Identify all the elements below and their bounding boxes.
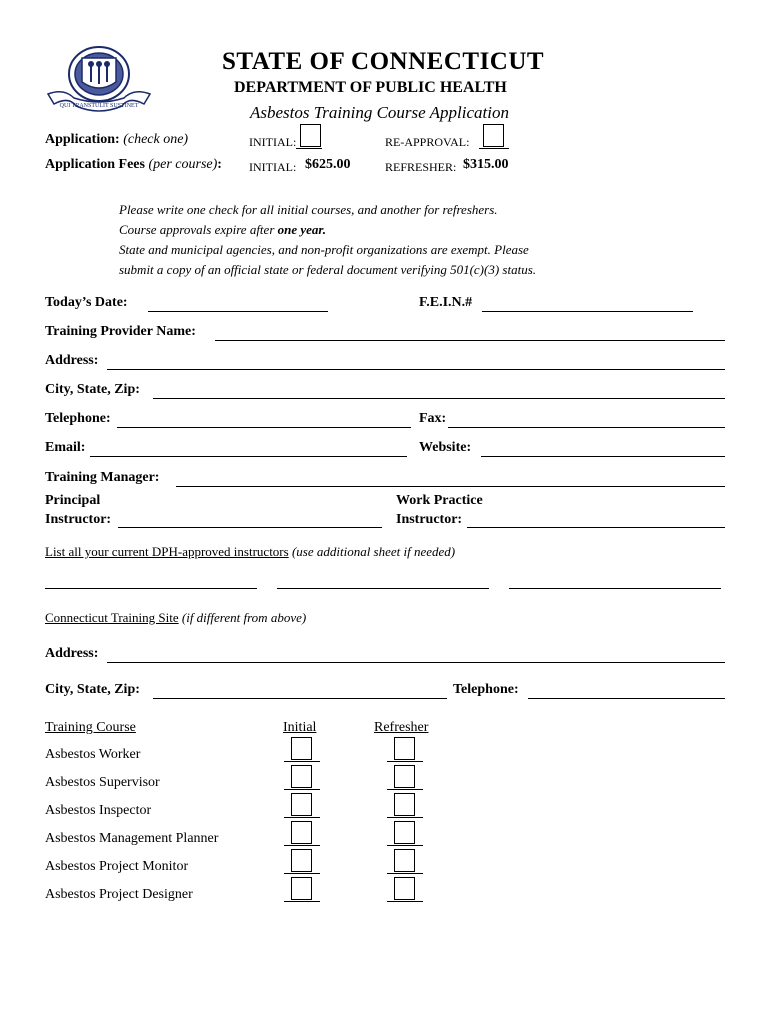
training-manager-field[interactable] bbox=[176, 486, 725, 487]
course-initial-checkbox[interactable] bbox=[291, 821, 312, 844]
course-refresher-line bbox=[387, 817, 423, 818]
course-name: Asbestos Project Designer bbox=[45, 887, 193, 902]
course-initial-checkbox[interactable] bbox=[291, 877, 312, 900]
course-name: Asbestos Supervisor bbox=[45, 775, 160, 790]
principal-instructor-field[interactable] bbox=[118, 527, 382, 528]
course-refresher-line bbox=[387, 901, 423, 902]
site-address-field[interactable] bbox=[107, 662, 725, 663]
address-label: Address: bbox=[45, 353, 99, 368]
fax-field[interactable] bbox=[448, 427, 725, 428]
fees-label: Application Fees bbox=[45, 157, 145, 172]
fee-refresher-label: REFRESHER: bbox=[385, 160, 457, 174]
course-refresher-checkbox[interactable] bbox=[394, 737, 415, 760]
site-telephone-field[interactable] bbox=[528, 698, 725, 699]
work-practice-instructor-label: Instructor: bbox=[396, 512, 463, 527]
instructor-field-3[interactable] bbox=[509, 588, 721, 589]
initial-checkbox-line bbox=[296, 148, 322, 149]
initial-header: Initial bbox=[283, 720, 317, 735]
address-field[interactable] bbox=[107, 369, 725, 370]
instructor-field-1[interactable] bbox=[45, 588, 257, 589]
fein-label: F.E.I.N.# bbox=[419, 295, 473, 310]
reapproval-checkbox-line bbox=[479, 148, 509, 149]
instruction-line-2-bold: one year. bbox=[277, 222, 327, 237]
course-refresher-checkbox[interactable] bbox=[394, 849, 415, 872]
work-practice-instructor-field[interactable] bbox=[467, 527, 725, 528]
work-practice-label: Work Practice bbox=[396, 493, 483, 508]
instruction-line-4: submit a copy of an official state or federal document verifying 501(c)(3) status. bbox=[119, 262, 537, 277]
fein-field[interactable] bbox=[482, 311, 693, 312]
fax-label: Fax: bbox=[419, 411, 447, 426]
course-refresher-line bbox=[387, 761, 423, 762]
principal-instructor-label: Instructor: bbox=[45, 512, 112, 527]
principal-label: Principal bbox=[45, 493, 101, 508]
course-initial-line bbox=[284, 845, 320, 846]
instruction-line-3: State and municipal agencies, and non-profit organizations are exempt. Please bbox=[119, 242, 529, 257]
training-site-title: Connecticut Training Site bbox=[45, 610, 179, 625]
course-initial-line bbox=[284, 789, 320, 790]
course-name: Asbestos Management Planner bbox=[45, 831, 219, 846]
training-site-hint: (if different from above) bbox=[178, 610, 307, 625]
course-refresher-checkbox[interactable] bbox=[394, 793, 415, 816]
state-seal-logo bbox=[44, 44, 154, 116]
course-header: Training Course bbox=[45, 720, 136, 735]
state-title: STATE OF CONNECTICUT bbox=[222, 48, 545, 75]
city-state-zip-label: City, State, Zip: bbox=[45, 382, 140, 397]
telephone-label: Telephone: bbox=[45, 411, 111, 426]
site-address-label: Address: bbox=[45, 646, 99, 661]
fee-refresher-amount: $315.00 bbox=[463, 157, 509, 172]
instructors-heading bbox=[45, 544, 455, 560]
instruction-line-1: Please write one check for all initial courses, and another for refreshers. bbox=[119, 202, 498, 217]
instructors-title: List all your current DPH-approved instructors bbox=[45, 544, 289, 559]
initial-label: INITIAL: bbox=[249, 135, 297, 149]
training-manager-label: Training Manager: bbox=[45, 470, 160, 485]
application-hint: (check one) bbox=[123, 132, 189, 147]
email-field[interactable] bbox=[90, 456, 407, 457]
reapproval-label: RE-APPROVAL: bbox=[385, 135, 470, 149]
fees-colon: : bbox=[217, 157, 222, 172]
form-title: Asbestos Training Course Application bbox=[250, 103, 509, 122]
instruction-line-2-text: Course approvals expire after bbox=[119, 222, 278, 237]
fee-initial-amount: $625.00 bbox=[305, 157, 351, 172]
fees-row bbox=[45, 157, 222, 173]
instructor-field-2[interactable] bbox=[277, 588, 489, 589]
provider-name-label: Training Provider Name: bbox=[45, 324, 196, 339]
course-name: Asbestos Inspector bbox=[45, 803, 152, 818]
city-state-zip-field[interactable] bbox=[153, 398, 725, 399]
course-initial-checkbox[interactable] bbox=[291, 765, 312, 788]
site-telephone-label: Telephone: bbox=[453, 682, 519, 697]
instruction-line-2 bbox=[119, 222, 326, 238]
reapproval-checkbox[interactable] bbox=[483, 124, 504, 147]
seal-motto: QUI TRANSTULIT SUSTINET bbox=[59, 103, 139, 109]
website-label: Website: bbox=[419, 440, 472, 455]
course-initial-line bbox=[284, 873, 320, 874]
initial-checkbox[interactable] bbox=[300, 124, 321, 147]
course-initial-checkbox[interactable] bbox=[291, 849, 312, 872]
refresher-header: Refresher bbox=[374, 720, 429, 735]
todays-date-field[interactable] bbox=[148, 311, 328, 312]
course-initial-checkbox[interactable] bbox=[291, 793, 312, 816]
course-initial-line bbox=[284, 901, 320, 902]
application-label: Application: bbox=[45, 132, 120, 147]
todays-date-label: Today’s Date: bbox=[45, 295, 128, 310]
application-row bbox=[45, 132, 188, 148]
instructors-hint: (use additional sheet if needed) bbox=[288, 544, 456, 559]
course-initial-line bbox=[284, 817, 320, 818]
site-city-state-zip-label: City, State, Zip: bbox=[45, 682, 140, 697]
department-title: DEPARTMENT OF PUBLIC HEALTH bbox=[234, 79, 507, 96]
course-refresher-checkbox[interactable] bbox=[394, 765, 415, 788]
course-refresher-line bbox=[387, 845, 423, 846]
telephone-field[interactable] bbox=[117, 427, 411, 428]
course-initial-checkbox[interactable] bbox=[291, 737, 312, 760]
course-refresher-checkbox[interactable] bbox=[394, 821, 415, 844]
fee-initial-label: INITIAL: bbox=[249, 160, 297, 174]
course-refresher-checkbox[interactable] bbox=[394, 877, 415, 900]
provider-name-field[interactable] bbox=[215, 340, 725, 341]
training-site-heading bbox=[45, 610, 306, 626]
course-initial-line bbox=[284, 761, 320, 762]
website-field[interactable] bbox=[481, 456, 725, 457]
course-name: Asbestos Worker bbox=[45, 747, 141, 762]
course-name: Asbestos Project Monitor bbox=[45, 859, 189, 874]
course-refresher-line bbox=[387, 789, 423, 790]
course-refresher-line bbox=[387, 873, 423, 874]
fees-hint: (per course) bbox=[148, 157, 218, 172]
site-city-state-zip-field[interactable] bbox=[153, 698, 447, 699]
email-label: Email: bbox=[45, 440, 86, 455]
